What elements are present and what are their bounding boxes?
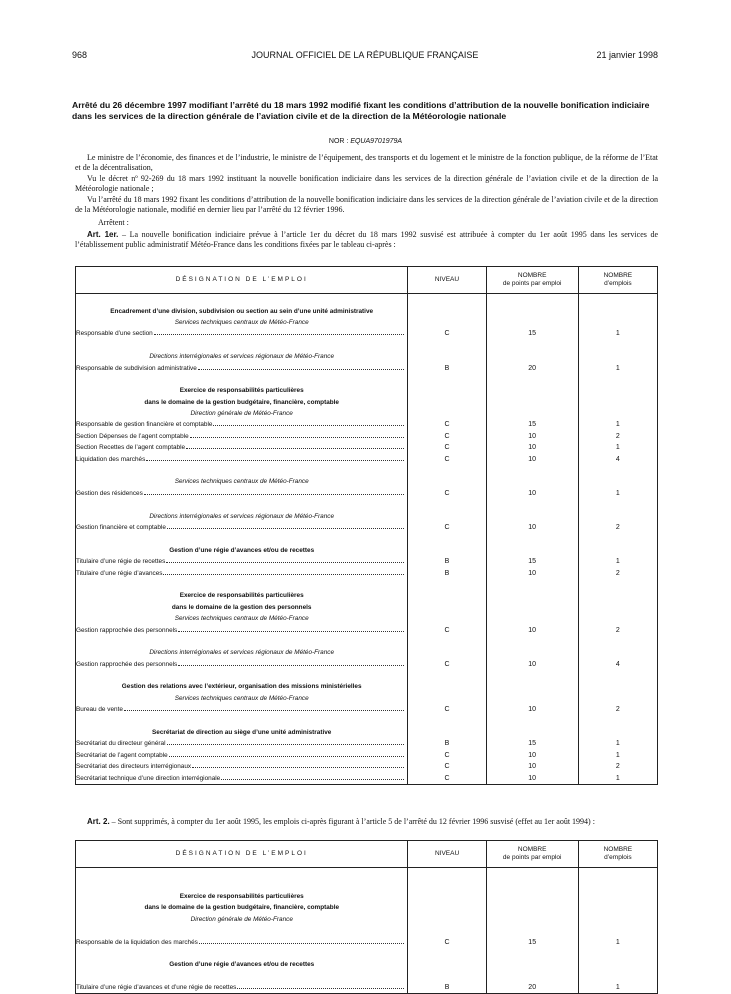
points-cell: 10: [486, 567, 578, 578]
emplois-cell: 1: [578, 982, 657, 994]
emplois-cell: 1: [578, 738, 657, 749]
article-2-label: Art. 2.: [87, 817, 110, 826]
emploi-label: Bureau de vente: [76, 706, 123, 714]
arretent: Arrêtent :: [98, 218, 129, 227]
section-heading: dans le domaine de la gestion des personnels: [76, 602, 408, 613]
spacer-row: [76, 879, 658, 890]
table-row: [76, 488, 658, 499]
emplois-cell: 2: [578, 431, 657, 442]
section-heading-row: [76, 510, 658, 521]
emploi-designation: [76, 750, 408, 761]
niveau-cell: B: [408, 982, 486, 994]
leader-dots: [169, 755, 405, 757]
table-row: [76, 738, 658, 749]
leader-dots: [166, 561, 404, 563]
niveau-cell: C: [408, 936, 486, 947]
emplois-cell: 1: [578, 936, 657, 947]
emploi-label: Titulaire d’une régie d’avances et d’une régie de recettes: [76, 984, 237, 992]
section-heading-row: [76, 681, 658, 692]
emploi-designation: [76, 488, 408, 499]
niveau-cell: B: [408, 567, 486, 578]
table-row: [76, 522, 658, 533]
spacer-row: [76, 294, 658, 306]
niveau-cell: B: [408, 556, 486, 567]
spacer-row: [76, 971, 658, 982]
points-cell: 10: [486, 431, 578, 442]
section-heading: Gestion d’une régie d’avances et/ou de recettes: [76, 545, 408, 556]
article-2: [75, 817, 658, 827]
niveau-cell: C: [408, 624, 486, 635]
spacer-row: [76, 948, 658, 959]
table-row: [76, 772, 658, 784]
leader-dots: [186, 447, 404, 449]
table-row: [76, 761, 658, 772]
emploi-label: Gestion rapprochée des personnels: [76, 660, 178, 668]
emploi-label: Responsable de la liquidation des marchés: [76, 938, 198, 946]
points-cell: 10: [486, 772, 578, 784]
nor-label: NOR :: [328, 138, 349, 145]
spacer-row: [76, 465, 658, 476]
spacer-row: [76, 533, 658, 544]
decree-title: Arrêté du 26 décembre 1997 modifiant l’arrêté du 18 mars 1992 modifié fixant les conditions d’attribution de la nouvelle bonification indiciaire dans les services de la direction générale de l’aviation civile et de la direction de la Météorologie nationale: [72, 100, 650, 121]
emplois-cell: 2: [578, 704, 657, 715]
section-heading-row: [76, 351, 658, 362]
nor-code: EQUA9701979A: [350, 138, 403, 145]
points-cell: 10: [486, 761, 578, 772]
emploi-designation: [76, 772, 408, 784]
service-subheading: Direction générale de Météo-France: [76, 408, 408, 419]
col-niveau: NIVEAU: [408, 841, 486, 868]
article-1: [75, 230, 658, 250]
preamble-ministers: Le ministre de l’économie, des finances et de l’industrie, le ministre de l’équipement, des transports et du logement et le ministre de la fonction publique, de la réforme de l’Etat et de la décentralisation,: [75, 153, 658, 172]
points-cell: 10: [486, 750, 578, 761]
leader-dots: [144, 493, 405, 495]
service-subheading: Directions interrégionales et services régionaux de Météo-France: [76, 510, 408, 521]
spacer-row: [76, 925, 658, 936]
section-heading: Exercice de responsabilités particulières: [76, 590, 408, 601]
emploi-designation: [76, 704, 408, 715]
niveau-cell: C: [408, 419, 486, 430]
table-article-2: [75, 840, 658, 994]
table-row: [76, 936, 658, 947]
emplois-cell: 2: [578, 761, 657, 772]
leader-dots: [163, 573, 404, 575]
col-niveau: NIVEAU: [408, 267, 486, 294]
emplois-cell: 2: [578, 567, 657, 578]
points-cell: 15: [486, 419, 578, 430]
points-cell: 15: [486, 328, 578, 339]
leader-dots: [167, 527, 404, 529]
points-cell: 10: [486, 442, 578, 453]
table-row: [76, 556, 658, 567]
service-subheading: Services techniques centraux de Météo-France: [76, 317, 408, 328]
points-cell: 20: [486, 982, 578, 994]
points-cell: 10: [486, 488, 578, 499]
section-heading-row: [76, 408, 658, 419]
emploi-label: Gestion rapprochée des personnels: [76, 626, 178, 634]
emploi-label: Titulaire d’une régie de recettes: [76, 558, 166, 566]
spacer-row: [76, 670, 658, 681]
points-cell: 15: [486, 738, 578, 749]
points-cell: 10: [486, 659, 578, 670]
table-row: [76, 567, 658, 578]
emplois-cell: 1: [578, 772, 657, 784]
niveau-cell: B: [408, 362, 486, 373]
points-cell: 20: [486, 362, 578, 373]
section-heading-row: [76, 613, 658, 624]
journal-title: JOURNAL OFFICIEL DE LA RÉPUBLIQUE FRANÇAISE: [251, 50, 479, 60]
emploi-designation: [76, 982, 408, 994]
page-number: 968: [72, 50, 88, 60]
section-heading-row: [76, 693, 658, 704]
emploi-designation: [76, 362, 408, 373]
section-heading: dans le domaine de la gestion budgétaire, financière, comptable: [76, 397, 408, 408]
leader-dots: [198, 368, 405, 370]
table-row: [76, 442, 658, 453]
niveau-cell: C: [408, 453, 486, 464]
preamble-decree: Vu le décret nº 92-269 du 18 mars 1992 instituant la nouvelle bonification indiciaire dans les services de la direction générale de l’aviation civile et de la direction de la Météorologie nationale ;: [75, 174, 658, 193]
section-heading-row: [76, 602, 658, 613]
emploi-designation: [76, 328, 408, 339]
niveau-cell: C: [408, 431, 486, 442]
section-heading-row: [76, 914, 658, 925]
col-emplois: NOMBRE d’emplois: [578, 267, 657, 294]
emploi-label: Secrétariat du directeur général: [76, 740, 166, 748]
section-heading-row: [76, 317, 658, 328]
niveau-cell: C: [408, 772, 486, 784]
niveau-cell: C: [408, 750, 486, 761]
table-row: [76, 431, 658, 442]
emplois-cell: 1: [578, 442, 657, 453]
article-1-label: Art. 1er.: [87, 230, 119, 239]
emploi-label: Gestion des résidences: [76, 489, 143, 497]
service-subheading: Directions interrégionales et services régionaux de Météo-France: [76, 351, 408, 362]
leader-dots: [192, 766, 404, 768]
leader-dots: [154, 333, 405, 335]
table-row: [76, 624, 658, 635]
section-heading-row: [76, 891, 658, 902]
emploi-designation: [76, 522, 408, 533]
emploi-label: Secrétariat technique d’une direction interrégionale: [76, 774, 221, 782]
section-heading: Exercice de responsabilités particulières: [76, 385, 408, 396]
section-heading: Gestion des relations avec l’extérieur, organisation des missions ministérielles: [76, 681, 408, 692]
emploi-label: Responsable de subdivision administrative: [76, 364, 197, 372]
leader-dots: [237, 987, 404, 989]
nor-reference: [0, 138, 731, 145]
emploi-label: Responsable de gestion financière et comptable: [76, 421, 213, 429]
emploi-designation: [76, 738, 408, 749]
emplois-cell: 2: [578, 624, 657, 635]
service-subheading: Services techniques centraux de Météo-France: [76, 476, 408, 487]
emplois-cell: 1: [578, 328, 657, 339]
points-cell: 15: [486, 556, 578, 567]
col-points: NOMBRE de points par emploi: [486, 841, 578, 868]
service-subheading: Directions interrégionales et services régionaux de Météo-France: [76, 647, 408, 658]
leader-dots: [178, 630, 404, 632]
section-heading-row: [76, 959, 658, 970]
table-row: [76, 362, 658, 373]
niveau-cell: C: [408, 488, 486, 499]
section-heading-row: [76, 397, 658, 408]
issue-date: 21 janvier 1998: [596, 50, 658, 60]
emploi-designation: [76, 556, 408, 567]
points-cell: 15: [486, 936, 578, 947]
service-subheading: Services techniques centraux de Météo-France: [76, 613, 408, 624]
emploi-label: Section Dépenses de l’agent comptable: [76, 432, 189, 440]
emploi-designation: [76, 936, 408, 947]
col-emplois: NOMBRE d’emplois: [578, 841, 657, 868]
section-heading-row: [76, 902, 658, 913]
spacer-row: [76, 579, 658, 590]
emplois-cell: 4: [578, 659, 657, 670]
table-row: [76, 419, 658, 430]
emploi-label: Secrétariat des directeurs interrégionaux: [76, 763, 192, 771]
emploi-label: Responsable d’une section: [76, 330, 153, 338]
niveau-cell: C: [408, 761, 486, 772]
emploi-designation: [76, 453, 408, 464]
leader-dots: [213, 424, 404, 426]
points-cell: 10: [486, 624, 578, 635]
leader-dots: [124, 709, 404, 711]
niveau-cell: C: [408, 522, 486, 533]
section-heading-row: [76, 476, 658, 487]
leader-dots: [167, 743, 405, 745]
leader-dots: [190, 436, 405, 438]
emploi-label: Section Recettes de l’agent comptable: [76, 444, 186, 452]
emploi-designation: [76, 419, 408, 430]
section-heading: Encadrement d’une division, subdivision ou section au sein d’une unité administrative: [76, 305, 408, 316]
niveau-cell: C: [408, 442, 486, 453]
col-points: NOMBRE de points par emploi: [486, 267, 578, 294]
section-heading-row: [76, 647, 658, 658]
section-heading: dans le domaine de la gestion budgétaire, financière, comptable: [76, 902, 408, 913]
service-subheading: Direction générale de Météo-France: [76, 914, 408, 925]
col-designation: DÉSIGNATION DE L’EMPLOI: [76, 841, 408, 868]
section-heading: Secrétariat de direction au siège d’une unité administrative: [76, 727, 408, 738]
table-row: [76, 328, 658, 339]
emploi-designation: [76, 442, 408, 453]
table-row: [76, 453, 658, 464]
emplois-cell: 1: [578, 488, 657, 499]
table-row: [76, 982, 658, 994]
spacer-row: [76, 340, 658, 351]
emplois-cell: 1: [578, 750, 657, 761]
emplois-cell: 1: [578, 419, 657, 430]
spacer-row: [76, 499, 658, 510]
emploi-designation: [76, 567, 408, 578]
emploi-designation: [76, 431, 408, 442]
spacer-row: [76, 636, 658, 647]
leader-dots: [221, 778, 404, 780]
leader-dots: [199, 942, 405, 944]
emploi-label: Gestion financière et comptable: [76, 524, 166, 531]
col-designation: DÉSIGNATION DE L’EMPLOI: [76, 267, 408, 294]
article-2-text: – Sont supprimés, à compter du 1er août 1995, les emplois ci-après figurant à l’article 5 de l’arrêté du 12 février 1996 susvisé (effet au 1er août 1994) :: [111, 817, 595, 826]
emplois-cell: 4: [578, 453, 657, 464]
page-header: [72, 50, 658, 64]
niveau-cell: C: [408, 328, 486, 339]
emploi-label: Titulaire d’une régie d’avances: [76, 569, 163, 577]
service-subheading: Services techniques centraux de Météo-France: [76, 693, 408, 704]
table-row: [76, 659, 658, 670]
article-1-text: – La nouvelle bonification indiciaire prévue à l’article 1er du décret du 18 mars 1992 susvisé est attribuée à compter du 1er août 1995 dans les services de l’établissement public administratif Météo-France dans les conditions fixées par le tableau ci-après :: [75, 230, 659, 249]
section-heading-row: [76, 590, 658, 601]
table-row: [76, 750, 658, 761]
points-cell: 10: [486, 522, 578, 533]
section-heading: Gestion d’une régie d’avances et/ou de recettes: [76, 959, 408, 970]
emplois-cell: 1: [578, 556, 657, 567]
leader-dots: [146, 459, 404, 461]
niveau-cell: C: [408, 659, 486, 670]
section-heading-row: [76, 545, 658, 556]
emplois-cell: 2: [578, 522, 657, 533]
section-heading: Exercice de responsabilités particulières: [76, 891, 408, 902]
emploi-designation: [76, 761, 408, 772]
section-heading-row: [76, 385, 658, 396]
section-heading-row: [76, 727, 658, 738]
spacer-row: [76, 374, 658, 385]
preamble-arrete: Vu l’arrêté du 18 mars 1992 fixant les conditions d’attribution de la nouvelle bonification indiciaire dans les services de la direction générale de l’aviation civile et de la direction de la Météorologie nationale, modifié en dernier lieu par l’arrêté du 12 février 1996.: [75, 195, 658, 214]
table-article-1: [75, 266, 658, 785]
niveau-cell: B: [408, 738, 486, 749]
emploi-label: Liquidation des marchés: [76, 455, 146, 463]
spacer-row: [76, 868, 658, 880]
emploi-label: Secrétariat de l’agent comptable: [76, 751, 168, 759]
section-heading-row: [76, 305, 658, 316]
emplois-cell: 1: [578, 362, 657, 373]
niveau-cell: C: [408, 704, 486, 715]
leader-dots: [178, 664, 404, 666]
emploi-designation: [76, 659, 408, 670]
points-cell: 10: [486, 704, 578, 715]
points-cell: 10: [486, 453, 578, 464]
emploi-designation: [76, 624, 408, 635]
spacer-row: [76, 715, 658, 726]
table-row: [76, 704, 658, 715]
